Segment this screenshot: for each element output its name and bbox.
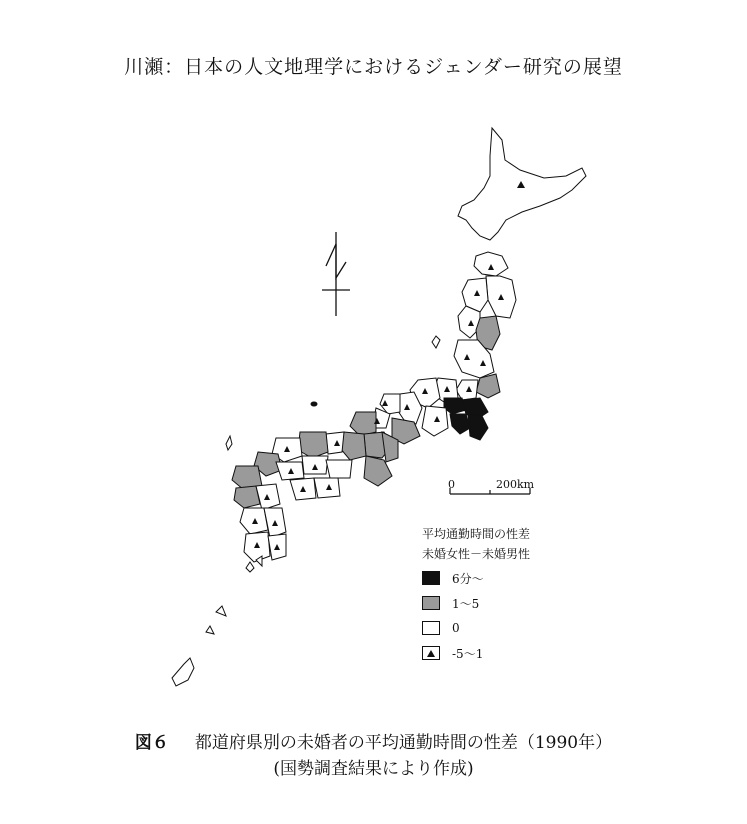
legend-item-white xyxy=(422,617,530,639)
map-legend xyxy=(422,524,530,664)
legend-label-triangle: -5～1 xyxy=(452,646,484,661)
scale-distance-label: 200km xyxy=(496,478,535,491)
legend-item-triangle xyxy=(422,642,530,664)
legend-swatch-gray xyxy=(422,596,440,610)
legend-label-white: 0 xyxy=(452,621,460,635)
legend-item-gray xyxy=(422,592,530,614)
legend-item-black xyxy=(422,567,530,589)
triangle-icon xyxy=(427,650,435,657)
hokkaido-region xyxy=(458,128,586,240)
figure-caption xyxy=(0,728,747,753)
figure-number: 図６ xyxy=(134,733,169,753)
figure-title: 都道府県別の未婚者の平均通勤時間の性差（1990年） xyxy=(194,733,613,753)
kyushu-region xyxy=(234,484,286,562)
tohoku-region xyxy=(454,252,516,378)
islands xyxy=(172,336,440,686)
legend-swatch-black xyxy=(422,571,440,585)
page-header-title: 川瀬：日本の人文地理学におけるジェンダー研究の展望 xyxy=(124,56,623,78)
legend-label-gray: 1～5 xyxy=(452,596,480,611)
legend-swatch-triangle xyxy=(422,646,440,660)
north-arrow-icon xyxy=(322,232,350,316)
legend-heading-1: 平均通勤時間の性差 xyxy=(422,527,531,541)
scale-zero-label: 0 xyxy=(448,478,455,491)
legend-swatch-white xyxy=(422,621,440,635)
figure-subtitle: (国勢調査結果により作成) xyxy=(273,759,474,779)
legend-heading-2: 未婚女性－未婚男性 xyxy=(422,547,531,561)
legend-label-black: 6分～ xyxy=(452,571,484,586)
